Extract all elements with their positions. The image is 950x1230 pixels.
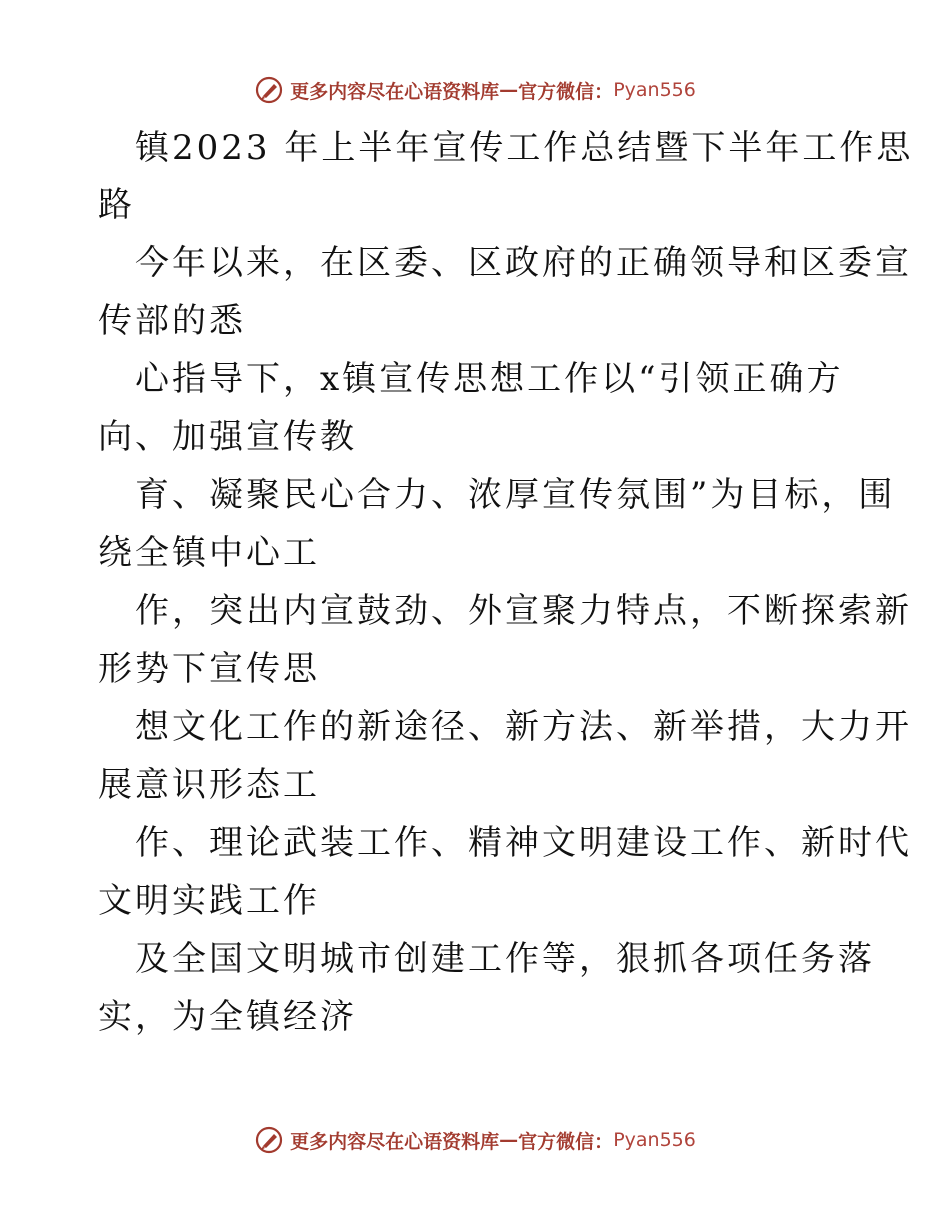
document-title bbox=[98, 120, 914, 234]
footer-wechat-id: Pyan556 bbox=[613, 1129, 696, 1151]
footer-brand-text: 更多内容尽在心语资料库 bbox=[290, 1130, 500, 1153]
paragraph-line: 展意识形态工 bbox=[98, 765, 320, 805]
paragraph-line: 作，突出内宣鼓劲、外宣聚力特点，不断探索新 bbox=[135, 591, 912, 631]
paragraph bbox=[98, 930, 875, 1046]
paragraph-line: 及全国文明城市创建工作等，狠抓各项任务落 bbox=[135, 939, 875, 979]
paragraph-line: 路 bbox=[98, 185, 135, 225]
paragraph bbox=[98, 814, 912, 930]
header-wechat-label: 官方微信： bbox=[518, 80, 614, 103]
paragraph-line: 实，为全镇经济 bbox=[98, 997, 357, 1037]
footer-wechat-label: 官方微信： bbox=[518, 1130, 614, 1153]
paragraph-line: 今年以来，在区委、区政府的正确领导和区委宣 bbox=[135, 243, 912, 283]
paragraph bbox=[98, 234, 912, 350]
paragraph-line: 想文化工作的新途径、新方法、新举措，大力开 bbox=[135, 707, 912, 747]
pen-logo-icon bbox=[254, 75, 284, 105]
paragraph-line: 形势下宣传思 bbox=[98, 649, 320, 689]
header-watermark bbox=[0, 70, 950, 110]
footer-watermark bbox=[0, 1120, 950, 1160]
paragraph bbox=[98, 698, 912, 814]
paragraph-line: 作、理论武装工作、精神文明建设工作、新时代 bbox=[135, 823, 912, 863]
paragraph-line: 传部的悉 bbox=[98, 301, 246, 341]
document-body bbox=[98, 120, 914, 1046]
header-brand-text: 更多内容尽在心语资料库 bbox=[290, 80, 500, 103]
paragraph bbox=[98, 582, 912, 698]
header-wechat-id: Pyan556 bbox=[613, 79, 696, 101]
paragraph-line: 育、凝聚民心合力、浓厚宣传氛围”为目标，围 bbox=[135, 475, 896, 515]
paragraph bbox=[98, 350, 858, 466]
paragraph-line: 绕全镇中心工 bbox=[98, 533, 320, 573]
paragraph-line: 镇2023 年上半年宣传工作总结暨下半年工作思 bbox=[135, 128, 914, 168]
paragraph-line: 向、加强宣传教 bbox=[98, 417, 357, 457]
paragraph bbox=[98, 466, 896, 582]
footer-dash: — bbox=[499, 1129, 519, 1151]
pen-logo-icon bbox=[254, 1125, 284, 1155]
paragraph-line: 文明实践工作 bbox=[98, 881, 320, 921]
paragraph-line: 心指导下，x镇宣传思想工作以“引领正确方 bbox=[135, 359, 844, 399]
header-dash: — bbox=[499, 79, 519, 101]
